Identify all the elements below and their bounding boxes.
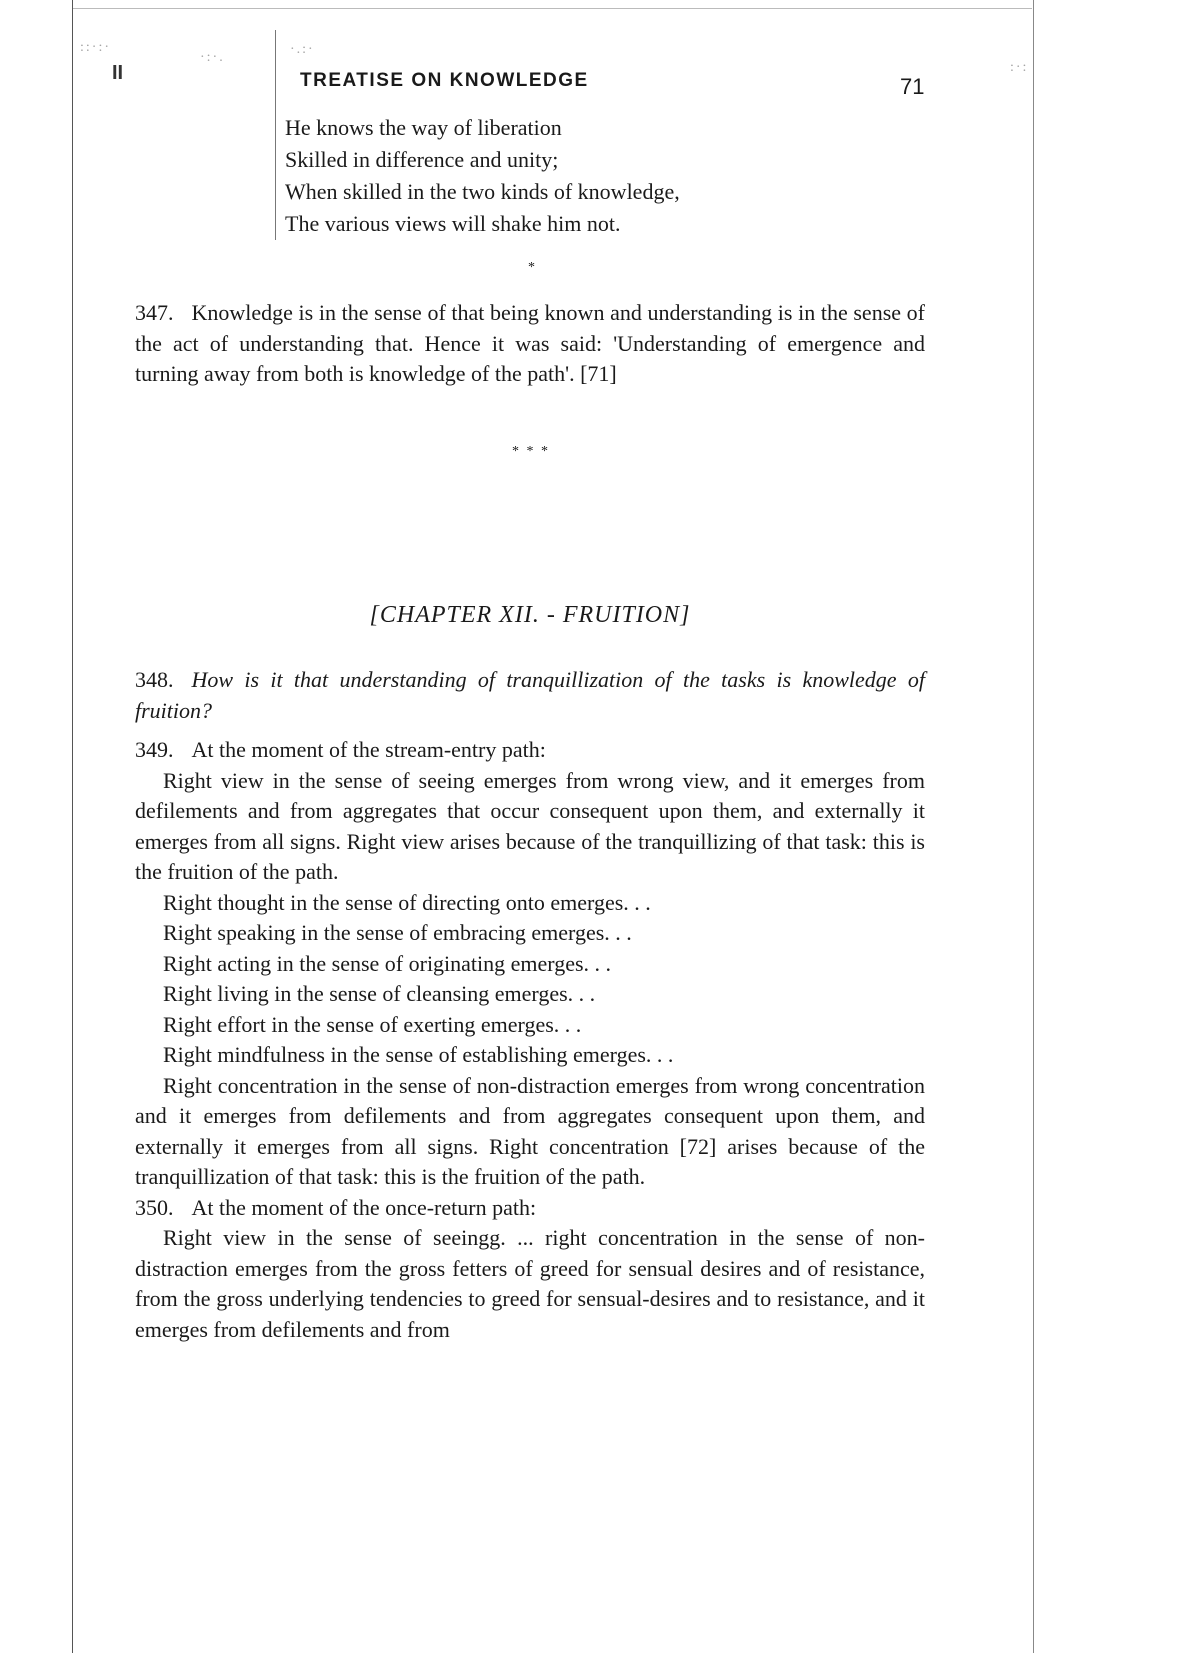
verse-line: Skilled in difference and unity;	[285, 147, 559, 172]
section-separator: *	[528, 260, 535, 275]
paragraph-349	[135, 735, 925, 1345]
paragraph-number: 349.	[135, 737, 174, 762]
scan-noise: ·.:·	[290, 42, 315, 57]
right-concentration-text: Right concentration in the sense of non-distraction emerges from wrong concentration and it emerges from defilements and from aggregates consequent upon them, and externally it emerges from all signs. Right concentration [72] arises because of the tranquillization of that task: this is the fruition of the path.	[135, 1072, 925, 1189]
paragraph-intro: At the moment of the stream-entry path:	[191, 737, 546, 762]
verse-line: He knows the way of liberation	[285, 115, 562, 140]
path-factor-item: Right living in the sense of cleansing emerges. . .	[163, 981, 596, 1006]
page-right-edge	[1033, 0, 1034, 1653]
path-factor-item: Right speaking in the sense of embracing emerges. . .	[163, 920, 632, 945]
section-separator-triple: * * *	[512, 444, 550, 459]
paragraph-348	[135, 665, 925, 726]
page-number: 71	[900, 74, 925, 99]
path-factor-item: Right acting in the sense of originating emerges. . .	[163, 950, 612, 976]
paragraph-number: 350.	[135, 1194, 174, 1220]
chapter-marker: II	[112, 62, 124, 84]
right-view-text: Right view in the sense of seeing emerges from wrong view, and it emerges from defilements and from aggregates that occur consequent upon them, and externally it emerges from all signs. Right view arises because of the tranquillizing of that task: this is the fruition of the path.	[135, 767, 925, 884]
chapter-title: [CHAPTER XII. - FRUITION]	[369, 602, 691, 628]
verse-line: When skilled in the two kinds of knowledge,	[285, 179, 680, 204]
scan-noise: ::·:·	[80, 40, 111, 55]
header-divider	[275, 30, 276, 240]
running-head: TREATISE ON KNOWLEDGE	[300, 70, 589, 91]
path-factor-item: Right effort in the sense of exerting emerges. . .	[163, 1011, 582, 1037]
path-factor-item: Right mindfulness in the sense of establishing emerges. . .	[163, 1042, 674, 1067]
paragraph-350-text: Right view in the sense of seeingg. ... right concentration in the sense of non-distraction emerges from the gross fetters of greed for sensual desires and of resistance, from the gross underlying tendencies to greed for sensual-desires and to resistance, and it emerges from defilements and from	[135, 1225, 925, 1342]
scan-noise: :·:	[1010, 60, 1029, 75]
verse-line: The various views will shake him not.	[285, 211, 621, 236]
path-factor-item: Right thought in the sense of directing onto emerges. . .	[163, 889, 651, 915]
page-left-edge	[72, 0, 73, 1653]
scan-noise: ·:·.	[200, 50, 225, 65]
paragraph-intro: At the moment of the once-return path:	[191, 1194, 537, 1220]
paragraph-number: 347.	[135, 300, 174, 325]
page-top-edge	[72, 8, 1032, 9]
paragraph-question: How is it that understanding of tranquillization of the tasks is knowledge of fruition?	[135, 667, 925, 723]
paragraph-number: 348.	[135, 667, 174, 692]
paragraph-text: Knowledge is in the sense of that being known and understanding is in the sense of the act of understanding that. Hence it was said: 'Understanding of emergence and turning away from both is knowledge of the path'. [71]	[135, 300, 925, 386]
paragraph-347	[135, 298, 925, 390]
verse-block	[285, 112, 680, 240]
